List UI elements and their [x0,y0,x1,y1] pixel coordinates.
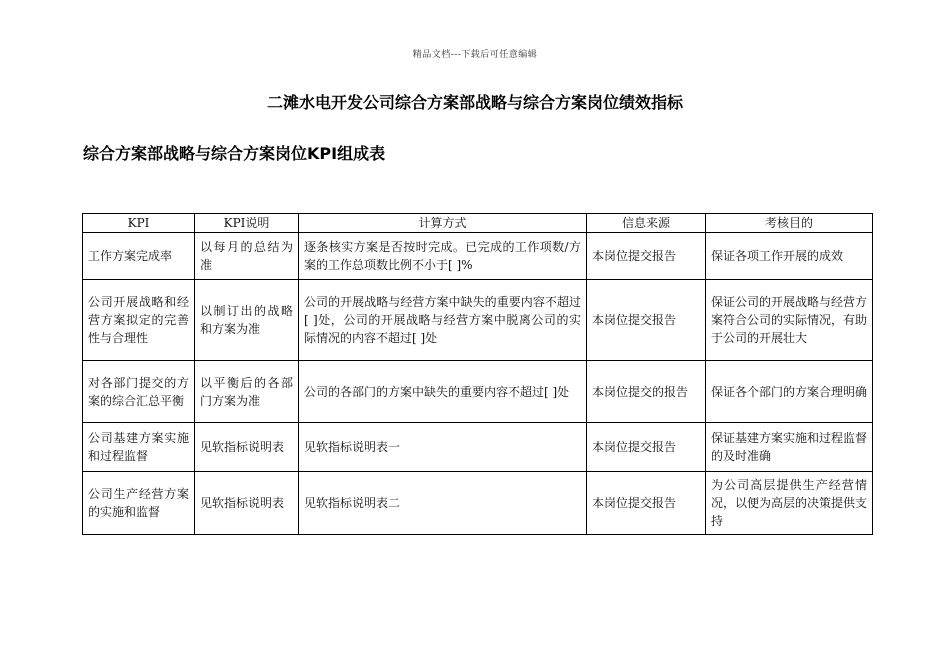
header-watermark: 精品文档---下载后可任意编辑 [412,50,538,60]
cell-desc: 见软指标说明表 [195,423,299,472]
column-header-kpi-desc: KPI说明 [195,214,299,233]
cell-calc: 公司的各部门的方案中缺失的重要内容不超过[ ]处 [299,361,587,423]
cell-desc: 以制订出的战略和方案为准 [195,280,299,361]
cell-source: 本岗位提交报告 [587,423,706,472]
cell-purpose: 保证公司的开展战略与经营方案符合公司的实际情况，有助于公司的开展壮大 [706,280,873,361]
cell-desc: 以每月的总结为准 [195,233,299,280]
cell-source: 本岗位提交的报告 [587,361,706,423]
table-row [83,233,873,280]
section-title: 综合方案部战略与综合方案岗位KPI组成表 [83,144,386,163]
cell-source: 本岗位提交报告 [587,280,706,361]
cell-kpi: 公司基建方案实施和过程监督 [83,423,195,472]
table-row [83,423,873,472]
cell-purpose: 保证基建方案实施和过程监督的及时准确 [706,423,873,472]
cell-desc: 见软指标说明表 [195,472,299,535]
cell-kpi: 公司开展战略和经营方案拟定的完善性与合理性 [83,280,195,361]
column-header-purpose: 考核目的 [706,214,873,233]
column-header-calc: 计算方式 [299,214,587,233]
cell-purpose: 为公司高层提供生产经营情况，以便为高层的决策提供支持 [706,472,873,535]
cell-calc: 见软指标说明表一 [299,423,587,472]
cell-calc: 公司的开展战略与经营方案中缺失的重要内容不超过[ ]处，公司的开展战略与经营方案中脱离公司的实际情况的内容不超过[ ]处 [299,280,587,361]
cell-purpose: 保证各项工作开展的成效 [706,233,873,280]
table-row [83,472,873,535]
table-row [83,361,873,423]
cell-source: 本岗位提交报告 [587,233,706,280]
cell-purpose: 保证各个部门的方案合理明确 [706,361,873,423]
document-title: 二滩水电开发公司综合方案部战略与综合方案岗位绩效指标 [266,93,683,112]
column-header-source: 信息来源 [587,214,706,233]
table-row [83,280,873,361]
cell-desc: 以平衡后的各部门方案为准 [195,361,299,423]
table-header-row [83,214,873,233]
cell-kpi: 工作方案完成率 [83,233,195,280]
cell-calc: 见软指标说明表二 [299,472,587,535]
cell-calc: 逐条核实方案是否按时完成。已完成的工作项数/方案的工作总项数比例不小于[ ]% [299,233,587,280]
cell-kpi: 对各部门提交的方案的综合汇总平衡 [83,361,195,423]
kpi-table [82,213,873,535]
cell-source: 本岗位提交报告 [587,472,706,535]
cell-kpi: 公司生产经营方案的实施和监督 [83,472,195,535]
column-header-kpi: KPI [83,214,195,233]
